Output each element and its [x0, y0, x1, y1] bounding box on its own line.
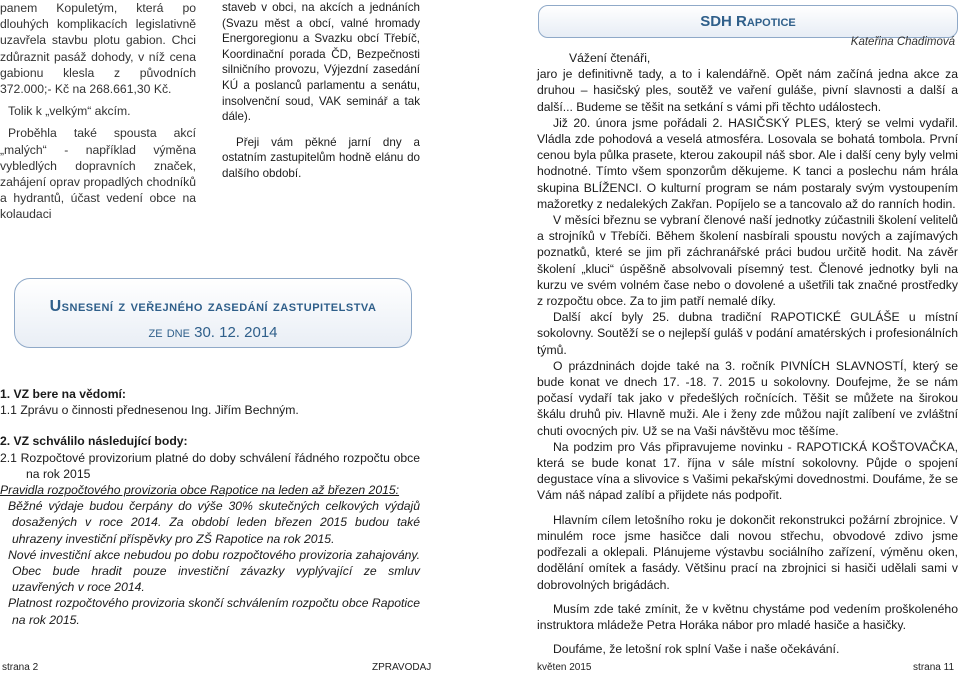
paragraph: Musím zde také zmínit, že v květnu chystáme pod vedením proškoleného instruktora mládeže Petra Horáka nábor pro mladé hasiče a hasičky. — [537, 601, 958, 632]
banner-date: ze dne 30. 12. 2014 — [148, 324, 278, 341]
paragraph: panem Kopuletým, která po dlouhých komplikacích legislativně uzavřela stavbu plotu gabion. Chci zdůraznit pasáž dohody, v níž cena gabionu klesla z původních 372.000;- Kč na 268.661,30 Kč. — [0, 1, 196, 97]
left-column-2 — [222, 0, 420, 192]
page-number-right: strana 11 — [913, 662, 954, 673]
paragraph: Přeji vám pěkné jarní dny a ostatním zastupitelům hodně elánu do dalšího období. — [222, 135, 420, 180]
resolution-item: Platnost rozpočtového provizoria skončí schválením rozpočtu obce Rapotice na rok 2015. — [8, 596, 420, 627]
resolution-item: 1.1 Zprávu o činnosti přednesenou Ing. Jiřím Bechným. — [0, 403, 299, 418]
resolution-banner — [14, 278, 412, 348]
banner-title: Usnesení z veřejného zasedání zastupitelstva — [49, 298, 377, 315]
resolution-subheading: Pravidla rozpočtového provizoria obce Rapotice na leden až březen 2015: — [0, 483, 400, 498]
left-column-1 — [0, 0, 196, 229]
resolution-item: Nové investiční akce nebudou po dobu rozpočtového provizoria zahajovány. Obec bude hradit pouze investiční závazky vyplývající ze smluv uzavřených v roce 2014. — [8, 547, 420, 595]
paragraph: Další akcí byly 25. dubna tradiční RAPOTICKÉ GULÁŠE u místní sokolovny. Soutěží se o nejlepší guláš v podání amatérských i profesionálních týmů. — [537, 310, 958, 357]
paragraph: Proběhla také spousta akcí „malých“ - například výměna vybledlých dopravních značek, zahájení oprav propadlých chodníků a hydrantů, účast vedení obce na kolaudaci — [0, 126, 196, 222]
resolution-item: Běžné výdaje budou čerpány do výše 30% skutečných celkových výdajů dosažených v roce 2014. Za období leden březen 2015 budou také uhrazeny investiční příspěvky pro ZŠ Rapotice na rok 2015. — [8, 499, 420, 546]
paragraph: jaro je definitivně tady, a to i kalendářně. Opět nám začíná jedna akce za druhou – hasičský ples, soutěž ve vaření guláše, pivní slavnosti a další a další... Budeme se těšit na setkání s vámi při těchto událostech. — [537, 67, 958, 114]
greeting: Vážení čtenáři, — [569, 51, 651, 65]
paragraph: O prázdninách dojde také na 3. ročník PIVNÍCH SLAVNOSTÍ, který se bude konat ve dnech 17. -18. 7. 2015 u sokolovny. Doufejme, že se nám počasí vydaří tak jako v předešlých ročnících. Těšit se můžete na širokou škálu druhů piv. Hlavně muži. Ale i ženy zde můžou najít zalíbení ve zvláštní chuti ovocných piv. Už se na Vaši návštěvu moc těšíme. — [537, 358, 958, 438]
resolution-item: 2.1 Rozpočtové provizorium platné do doby schválení řádného rozpočtu obce na rok 2015 — [0, 450, 420, 481]
resolution-text — [0, 386, 420, 628]
paragraph: V měsíci březnu se vybraní členové naší jednotky zúčastnili školení velitelů a strojníků v Třebíči. Během školení nasbírali spoustu nových a zajímavých poznatků, které se jim při záchranářské práci budou určitě hodit. Na závěr školení „kluci“ úspěšně absolvovali písemný test. Členové jednotky byli na kurzu ve svém volném čase nebo o dovolené a ušetřili tak značné prostředky z rozpočtu obce. Za to jim patří nemalé díky. — [537, 213, 958, 309]
issue-date: květen 2015 — [537, 662, 592, 673]
paragraph: staveb v obci, na akcích a jednáních (Svazu měst a obcí, valné hromady Energoregionu a Svazku obcí Třebíč, Koordinační porada ČD, Bezpečnosti silničního provozu, Výjezdní zasedání KÚ a poslanců parlamentu a senátu, insolvenční soud, VAK seminář a tak dále). — [222, 1, 420, 124]
paragraph: Na podzim pro Vás připravujeme novinku - RAPOTICKÁ KOŠTOVAČKA, která se bude konat 17. října v sále místní sokolovny. Půjde o spojení degustace vína a slivovice s Vašimi pekařskými dovednostmi. Doufáme, že se Vám náš nápad zalíbí a přijdete nás podpořit. — [537, 439, 958, 503]
paragraph: Hlavním cílem letošního roku je dokončit rekonstrukci požární zbrojnice. V minulém roce jsme hasičce dali novou střechu, obvodové zdivo jsme podřezali a oklepali. Plánujeme výstavbu sociálního zařízení, výměnu oken, dodělání omítek a fasády. Většinu prací na zbrojnici si hasiči udělali sami v dobrovolných brigádách. — [537, 512, 958, 592]
paragraph: Tolik k „velkým“ akcím. — [8, 104, 131, 119]
paragraph: Doufáme, že letošní rok splní Vaše i naše očekávání. — [553, 642, 840, 657]
publication-name: ZPRAVODAJ — [372, 662, 432, 673]
resolution-heading: 2. VZ schválilo následující body: — [0, 434, 188, 449]
author-name: Kateřina Chadimová — [850, 36, 955, 48]
page-number-left: strana 2 — [2, 662, 39, 673]
section-title: SDH Rapotice — [538, 5, 958, 38]
paragraph: Již 20. února jsme pořádali 2. HASIČSKÝ PLES, který se velmi vydařil. Vládla zde pohodová a veselá atmosféra. Losovala se bohatá tombola. První cenou byla půlka prasete, kterou zakoupil náš sbor. Ale i další ceny byly velmi hodnotné. Tímto všem sponzorům děkujeme. K tanci a poslechu nám hrála skupina BLÍŽENCI. O kulturní program se nám postaraly svým vystoupením mažoretky z nedalekých Zakřan. Popíjelo se a tancovalo až do ranních hodin. — [537, 115, 958, 211]
resolution-heading: 1. VZ bere na vědomí: — [0, 387, 126, 401]
right-column — [537, 50, 958, 657]
